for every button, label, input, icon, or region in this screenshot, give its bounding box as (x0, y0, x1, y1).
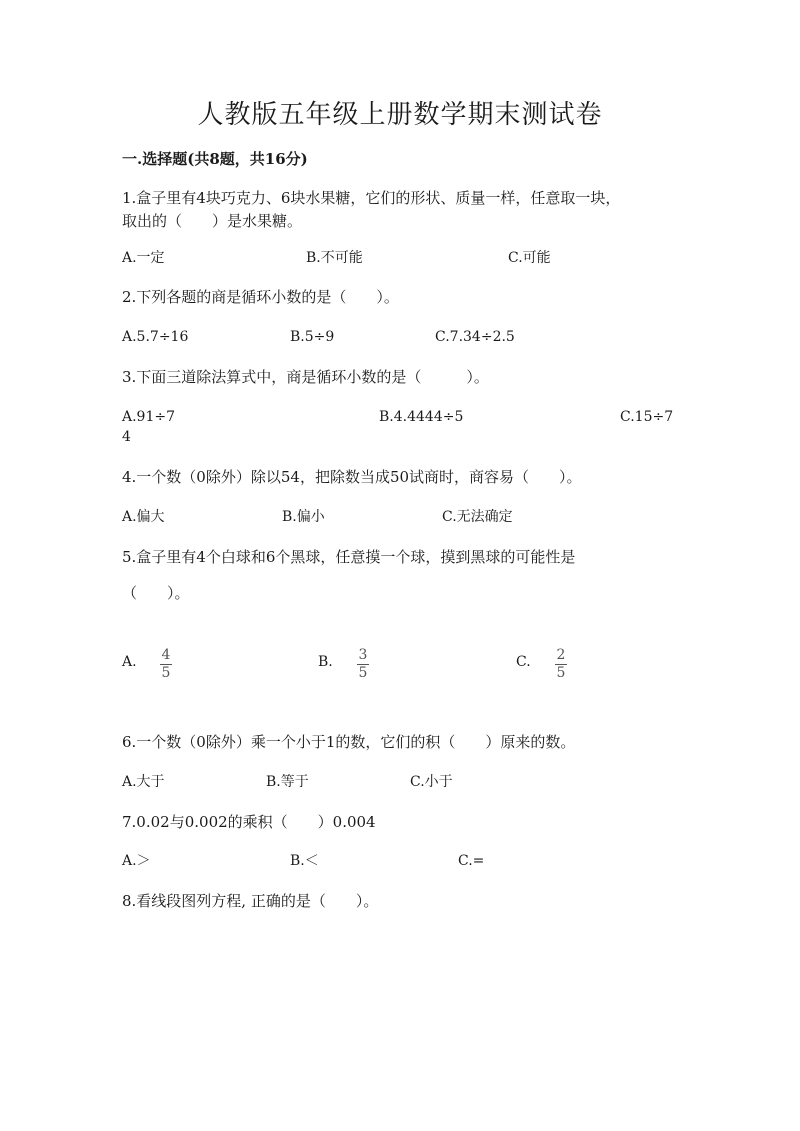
question-5-stem-cont: （ ）。 (122, 584, 190, 602)
question-7-stem: 7.0.02与0.002的乘积（ ）0.004 (122, 813, 376, 831)
question-7-option-a: A.＞ (122, 853, 151, 869)
fraction-b (357, 648, 369, 681)
question-6-option-b: B.等于 (266, 774, 309, 790)
question-3-option-c: C.15÷7 (620, 409, 674, 425)
question-6-option-c: C.小于 (410, 774, 453, 790)
fraction-a (160, 648, 172, 681)
fraction-b-numerator: 3 (358, 647, 368, 663)
question-4-option-c: C.无法确定 (442, 509, 513, 525)
fraction-c (555, 648, 567, 681)
question-2-option-c: C.7.34÷2.5 (435, 329, 515, 345)
question-1-stem: 1.盒子里有4块巧克力、6块水果糖，它们的形状、质量一样，任意取一块， (122, 189, 621, 207)
fraction-c-denominator: 5 (556, 665, 566, 681)
question-1-stem-cont: 取出的（ ）是水果糖。 (122, 212, 303, 230)
question-7-option-c: C.= (458, 853, 485, 869)
question-1-option-c: C.可能 (508, 250, 551, 266)
question-6-option-a: A.大于 (122, 774, 165, 790)
question-1-option-b: B.不可能 (306, 250, 363, 266)
question-5-option-c: C. (516, 654, 531, 670)
question-1-option-a: A.一定 (122, 250, 165, 266)
question-3-option-wrap: 4 (122, 429, 131, 445)
question-8-stem: 8.看线段图列方程, 正确的是（ ）。 (122, 892, 379, 910)
question-2-option-a: A.5.7÷16 (122, 329, 189, 345)
question-5-stem: 5.盒子里有4个白球和6个黑球，任意摸一个球，摸到黑球的可能性是 (122, 548, 576, 566)
fraction-b-denominator: 5 (358, 665, 368, 681)
fraction-c-numerator: 2 (556, 647, 566, 663)
question-4-option-a: A.偏大 (122, 509, 165, 525)
question-6-stem: 6.一个数（0除外）乘一个小于1的数，它们的积（ ）原来的数。 (122, 733, 576, 751)
fraction-a-denominator: 5 (161, 665, 171, 681)
question-4-option-b: B.偏小 (282, 509, 325, 525)
question-2-option-b: B.5÷9 (290, 329, 335, 345)
question-3-option-a: A.91÷7 (122, 409, 176, 425)
question-3-option-b: B.4.4444÷5 (379, 409, 464, 425)
page-title: 人教版五年级上册数学期末测试卷 (197, 100, 603, 130)
question-5-option-b: B. (318, 654, 333, 670)
question-3-stem: 3.下面三道除法算式中，商是循环小数的是（ ）。 (122, 368, 489, 386)
section-heading: 一.选择题(共8题，共16分) (122, 150, 308, 168)
question-2-stem: 2.下列各题的商是循环小数的是（ ）。 (122, 288, 399, 306)
question-7-option-b: B.＜ (290, 853, 319, 869)
question-4-stem: 4.一个数（0除外）除以54，把除数当成50试商时，商容易（ ）。 (122, 468, 582, 486)
question-5-option-a: A. (122, 654, 137, 670)
fraction-a-numerator: 4 (161, 647, 171, 663)
